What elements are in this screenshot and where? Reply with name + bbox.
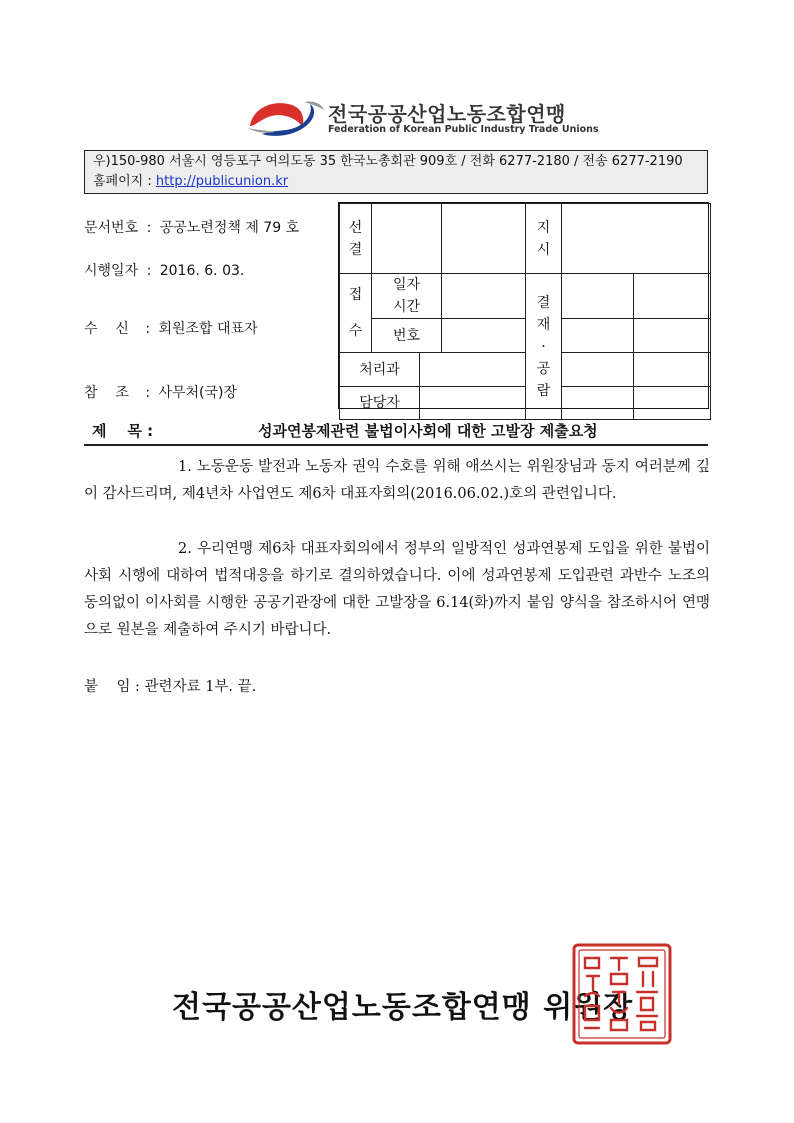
gyeoljae-cell: 결 재 · 공 람 xyxy=(526,274,562,420)
reference-label: 참 조 xyxy=(84,385,129,401)
jeopsu-cell: 접 수 xyxy=(340,274,372,353)
org-name-en: Federation of Korean Public Industry Trade Unions xyxy=(328,124,599,135)
handler-box xyxy=(420,387,526,420)
address-line: 우)150-980 서울시 영등포구 여의도동 35 한국노총회관 909호 / 전화 6277-2180 / 전송 6277-2190 xyxy=(93,154,683,169)
gyeoljae-box-1a xyxy=(562,274,634,319)
date-row xyxy=(84,260,244,280)
approval-grid xyxy=(338,202,709,409)
address-box xyxy=(84,150,708,194)
doc-number-label: 문서번호 xyxy=(84,220,139,236)
number-box xyxy=(442,319,526,353)
gyeoljae-box-3a xyxy=(562,353,634,387)
attachment-line: 붙 임 : 관련자료 1부. 끝. xyxy=(84,679,257,695)
signature-text: 전국공공산업노동조합연맹 위원장 xyxy=(172,990,634,1025)
gyeoljae-box-3b xyxy=(634,353,711,387)
jisi-cell: 지 시 xyxy=(526,204,562,274)
subject-text: 성과연봉제관련 불법이사회에 대한 고발장 제출요청 xyxy=(258,422,598,440)
gyeoljae-box-4b xyxy=(634,387,711,420)
colon: : xyxy=(146,220,152,236)
number-cell: 번호 xyxy=(372,319,442,353)
homepage-link[interactable]: http://publicunion.kr xyxy=(155,174,289,189)
dept-cell: 처리과 xyxy=(340,353,420,387)
subject-label: 제 목 : xyxy=(92,422,154,440)
homepage-line xyxy=(93,172,699,192)
seongyeol-box-1 xyxy=(372,204,442,274)
recipient-value: 회원조합 대표자 xyxy=(158,321,258,337)
recipient-label: 수 신 xyxy=(84,321,129,337)
date-label: 시행일자 xyxy=(84,263,139,279)
org-name-ko: 전국공공산업노동조합연맹 xyxy=(328,102,566,126)
date-time-box xyxy=(442,274,526,319)
reference-row xyxy=(84,382,237,402)
official-seal-icon xyxy=(571,942,673,1046)
gyeoljae-box-4a xyxy=(562,387,634,420)
date-value: 2016. 6. 03. xyxy=(159,263,245,279)
seongyeol-box-2 xyxy=(442,204,526,274)
jisi-box xyxy=(562,204,711,274)
subject-line xyxy=(84,416,708,446)
gyeoljae-box-2b xyxy=(634,319,711,353)
doc-number-row xyxy=(84,217,299,237)
org-logo xyxy=(244,96,599,142)
seongyeol-cell: 선 결 xyxy=(340,204,372,274)
colon: : xyxy=(146,263,152,279)
gyeoljae-box-2a xyxy=(562,319,634,353)
paragraph-2 xyxy=(84,536,710,644)
colon: : xyxy=(145,321,151,337)
paragraph-2-text: 2. 우리연맹 제6차 대표자회의에서 정부의 일방적인 성과연봉제 도입을 위한 불법이사회 시행에 대하여 법적대응을 하기로 결의하였습니다. 이에 성과연봉제 도입관련 과반수 노조의 동의없이 이사회를 시행한 공공기관장에 대한 고발장을 6.14(화)까지 붙임 양식을 참조하시어 연맹으로 원본을 제출하여 주시기 바랍니다. xyxy=(84,541,710,638)
dept-box xyxy=(420,353,526,387)
gyeoljae-box-1b xyxy=(634,274,711,319)
colon: : xyxy=(145,385,151,401)
union-emblem-icon xyxy=(244,96,326,140)
recipient-row xyxy=(84,318,258,338)
paragraph-1-text: 1. 노동운동 발전과 노동자 권익 수호를 위해 애쓰시는 위원장님과 동지 여러분께 깊이 감사드리며, 제4년차 사업연도 제6차 대표자회의(2016.06.02.)호의 관련입니다. xyxy=(84,459,710,502)
doc-number: 공공노련정책 제 79 호 xyxy=(159,220,300,236)
homepage-label: 홈페이지 : xyxy=(93,174,156,189)
date-time-cell: 일자 시간 xyxy=(372,274,442,319)
handler-cell: 담당자 xyxy=(340,387,420,420)
reference-value: 사무처(국)장 xyxy=(158,385,238,401)
paragraph-1 xyxy=(84,454,710,508)
